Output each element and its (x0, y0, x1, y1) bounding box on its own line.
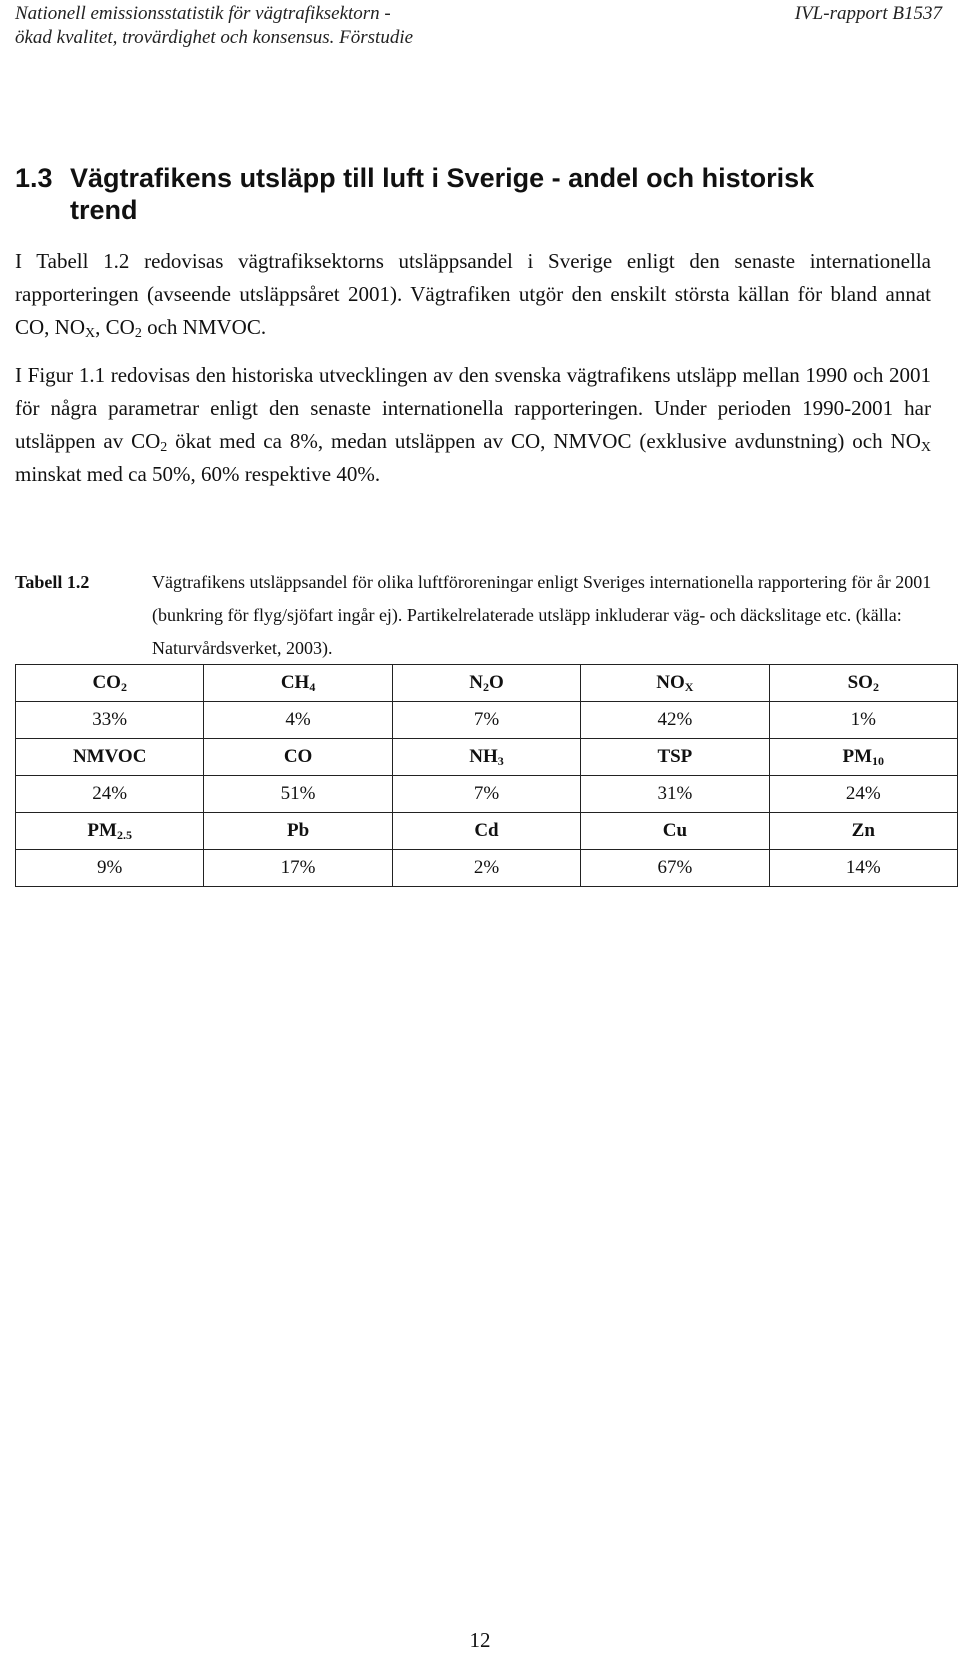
table-header-row (16, 739, 958, 776)
table-header-row (16, 813, 958, 850)
para2-text-1: I Figur 1.1 redovisas den historiska utvecklingen av den svenska vägtrafikens utsläpp mellan 1990 och 2001 för några parametrar enligt den senaste internationella rapporteringen. Under perioden 1990-2001 har utsläppen av CO (15, 363, 931, 453)
table-value-cell: 33% (16, 702, 204, 739)
table-pollutant-cell: $NH_3$ (392, 739, 580, 776)
table-value-row (16, 702, 958, 739)
table-pollutant-cell: $NO_X$ (581, 665, 769, 702)
emissions-share-table (15, 664, 958, 887)
para1-text-2: , CO (95, 315, 135, 339)
header-title-line1: Nationell emissionsstatistik för vägtrafiksektorn - (15, 3, 391, 24)
table-pollutant-cell: $CH_4$ (204, 665, 392, 702)
table-value-row (16, 776, 958, 813)
table-pollutant-cell: Zn (769, 813, 957, 850)
section-title-line1: Vägtrafikens utsläpp till luft i Sverige - andel och historisk (70, 163, 815, 193)
para2-text-3: minskat med ca 50%, 60% respektive 40%. (15, 462, 381, 486)
table-pollutant-cell: CO (204, 739, 392, 776)
table-pollutant-cell: $PM_{2.5}$ (16, 813, 204, 850)
paragraph-figure-intro (15, 359, 931, 491)
table-pollutant-cell: $SO_2$ (769, 665, 957, 702)
table-value-cell: 17% (204, 850, 392, 887)
paragraph-table-intro (15, 245, 931, 344)
para1-sub-2: 2 (134, 326, 142, 341)
table-value-cell: 31% (581, 776, 769, 813)
header-title-line2: ökad kvalitet, trovärdighet och konsensus. Förstudie (15, 27, 414, 48)
table-value-cell: 42% (581, 702, 769, 739)
table-value-cell: 1% (769, 702, 957, 739)
table-caption-text: Vägtrafikens utsläppsandel för olika luftföroreningar enligt Sveriges internationella rapportering för år 2001 (bunkring för flyg/sjöfart ingår ej). Partikelrelaterade utsläpp inkluderar väg- och däckslitage etc. (källa: Naturvårdsverket, 2003). (152, 572, 932, 658)
table-header-row (16, 665, 958, 702)
table-pollutant-cell: $PM_{10}$ (769, 739, 957, 776)
table-pollutant-cell: $N_2O$ (392, 665, 580, 702)
table-pollutant-cell: Cu (581, 813, 769, 850)
table-caption-label: Tabell 1.2 (15, 572, 90, 592)
table-value-cell: 7% (392, 702, 580, 739)
para2-sub-1: 2 (160, 440, 168, 455)
table-value-cell: 7% (392, 776, 580, 813)
table-value-cell: 24% (16, 776, 204, 813)
table-value-cell: 14% (769, 850, 957, 887)
section-title-line2: trend (70, 195, 138, 225)
para1-text-1: I Tabell 1.2 redovisas vägtrafiksektorns utsläppsandel i Sverige enligt den senaste internationella rapporteringen (avseende utsläppsåret 2001). Vägtrafiken utgör den enskilt största källan för bland annat CO, NO (15, 249, 931, 339)
table-value-cell: 2% (392, 850, 580, 887)
table-caption (15, 566, 935, 665)
table-value-cell: 51% (204, 776, 392, 813)
table-pollutant-cell: TSP (581, 739, 769, 776)
running-header-title (15, 2, 413, 50)
section-heading (15, 162, 915, 226)
table-value-row (16, 850, 958, 887)
para2-sub-2: X (920, 440, 931, 455)
table-value-cell: 24% (769, 776, 957, 813)
table-pollutant-cell: $CO_2$ (16, 665, 204, 702)
table-pollutant-cell: Pb (204, 813, 392, 850)
section-number: 1.3 (15, 163, 53, 193)
table-value-cell: 67% (581, 850, 769, 887)
page-number: 12 (469, 1628, 491, 1652)
table-pollutant-cell: NMVOC (16, 739, 204, 776)
para2-text-2: ökat med ca 8%, medan utsläppen av CO, NMVOC (exklusive avdunstning) och NO (167, 429, 921, 453)
para1-sub-1: X (85, 326, 96, 341)
para1-text-3: och NMVOC. (141, 315, 267, 339)
table-value-cell: 4% (204, 702, 392, 739)
table-value-cell: 9% (16, 850, 204, 887)
report-id: IVL-rapport B1537 (794, 3, 942, 24)
table-pollutant-cell: Cd (392, 813, 580, 850)
